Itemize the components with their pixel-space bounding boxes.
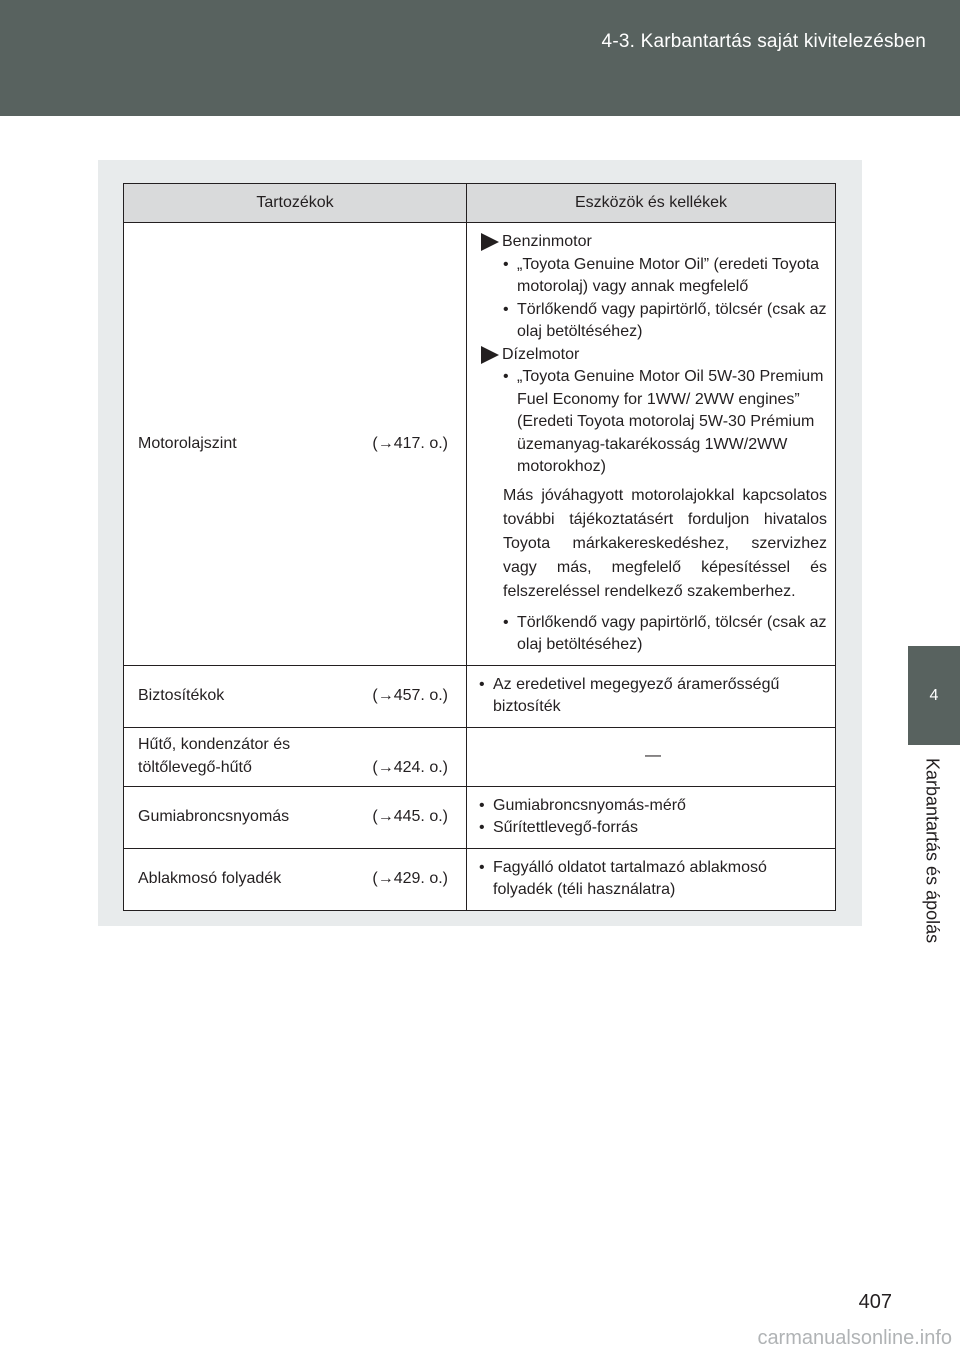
header-tools: Eszközök és kellékek (467, 184, 836, 223)
page-ref: (→429. o.) (372, 869, 448, 887)
section-title: 4-3. Karbantartás saját kivitelezésben (601, 31, 926, 52)
list-item: • Sűrítettlevegő-forrás (479, 819, 638, 836)
header-parts: Tartozékok (124, 184, 467, 223)
list-item: • Fagyálló oldatot tartalmazó ablakmosó folyadék (téli használatra) (479, 858, 767, 898)
part-name: Motorolajszint (138, 434, 237, 452)
part-name: Ablakmosó folyadék (138, 869, 282, 887)
info-note: Más jóváhagyott motorolajokkal kapcsolatos további tájékoztatásért forduljon hivatalos Toyota márkakereskedéshez, szervizhez vagy más, megfelelő képesítéssel és felszereléssel rendelkező szakemberhez. (503, 486, 827, 600)
triangle-marker-icon (481, 233, 499, 251)
list-item: • Gumiabroncsnyomás-mérő (479, 796, 686, 814)
part-cell (124, 665, 467, 727)
part-cell (124, 727, 467, 786)
list-item: • Törlőkendő vagy papirtörlő, tölcsér (csak az olaj betöltéséhez) (503, 613, 827, 653)
tools-cell (467, 786, 836, 848)
table-header-row (124, 184, 836, 223)
part-name: Hűtő, kondenzátor és töltőlevegő-hűtő (138, 736, 291, 776)
page-ref: (→457. o.) (372, 686, 448, 704)
triangle-marker-icon (481, 346, 499, 364)
part-cell (124, 848, 467, 910)
part-name: Biztosítékok (138, 686, 225, 704)
page-ref: (→417. o.) (372, 434, 448, 452)
chapter-tab-number: 4 (908, 646, 960, 745)
table-row (124, 665, 836, 727)
tools-cell (467, 223, 836, 666)
page-ref: (→445. o.) (372, 807, 448, 825)
group-heading: Benzinmotor (502, 233, 592, 250)
chapter-tab-label: Karbantartás és ápolás (922, 758, 943, 944)
list-item: • „Toyota Genuine Motor Oil 5W-30 Premium Fuel Economy for 1WW/ 2WW engines” (Eredeti Toyota motorolaj 5W-30 Prémium üzemanyag-takarékosság 1WW/2WW motorokhoz) (503, 368, 824, 475)
header-bar (0, 0, 960, 116)
part-name: Gumiabroncsnyomás (138, 807, 290, 825)
table-row (124, 223, 836, 666)
list-item: • Törlőkendő vagy papirtörlő, tölcsér (csak az olaj betöltéséhez) (503, 300, 827, 340)
table-row (124, 848, 836, 910)
list-item: • Az eredetivel megegyező áramerősségű biztosíték (479, 675, 780, 715)
maintenance-table (123, 183, 836, 911)
watermark: carmanualsonline.info (757, 1327, 952, 1349)
tools-cell: — (467, 727, 836, 786)
tools-cell (467, 848, 836, 910)
page-number: 407 (858, 1291, 892, 1313)
tools-cell (467, 665, 836, 727)
list-item: • „Toyota Genuine Motor Oil” (eredeti Toyota motorolaj) vagy annak megfelelő (503, 255, 820, 295)
part-cell (124, 786, 467, 848)
table-row (124, 786, 836, 848)
group-heading: Dízelmotor (502, 345, 580, 363)
part-cell (124, 223, 467, 666)
table-row (124, 727, 836, 786)
page-ref: (→424. o.) (372, 758, 448, 776)
